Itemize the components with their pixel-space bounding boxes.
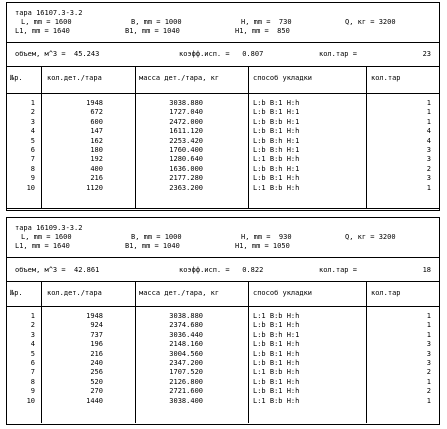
height-value: H, mm = 730 xyxy=(241,18,292,26)
cell-nr: 2 xyxy=(30,108,35,117)
utilization-coefficient: коэфф.исп. = 0.807 xyxy=(179,50,264,58)
divider xyxy=(7,93,439,94)
divider xyxy=(7,306,439,307)
cell-method: L:b B:h H:1 xyxy=(253,330,300,339)
cell-method: L:b B:1 H:h xyxy=(253,387,300,396)
cell-nr: 4 xyxy=(30,340,35,349)
cell-method: L:1 B:b H:h xyxy=(253,155,300,164)
cell-qty: 216 xyxy=(90,349,103,358)
cell-nr: 10 xyxy=(26,183,35,192)
cell-mass: 1760.400 xyxy=(169,146,203,154)
container-count-label: кол.тар = xyxy=(319,50,357,58)
cell-count: 2 xyxy=(426,368,431,377)
cell-method: L:b B:1 H:h xyxy=(253,321,300,330)
cell-nr: 7 xyxy=(30,368,35,377)
cell-mass: 3004.560 xyxy=(169,349,203,358)
cell-count: 3 xyxy=(426,174,431,183)
cell-mass: 2253.420 xyxy=(169,136,203,145)
cell-mass: 3036.440 xyxy=(169,330,203,339)
container-title: тара 16109.3-3.2 xyxy=(15,224,83,232)
divider xyxy=(7,281,439,282)
cell-count: 3 xyxy=(426,155,431,164)
cell-qty: 400 xyxy=(90,164,103,173)
cell-nr: 6 xyxy=(30,146,35,154)
cell-method: L:b B:h H:1 xyxy=(253,136,300,145)
outer-height-value: H1, mm = 850 xyxy=(235,27,290,35)
cell-method: L:b B:1 H:h xyxy=(253,377,300,386)
cell-qty: 1120 xyxy=(86,183,103,192)
cell-method: L:b B:1 H:1 xyxy=(253,108,300,117)
cell-count: 1 xyxy=(426,312,431,320)
cell-method: L:1 B:b H:h xyxy=(253,396,300,405)
cell-mass: 1727.040 xyxy=(169,108,203,117)
cell-nr: 10 xyxy=(26,396,35,405)
cell-mass: 1707.520 xyxy=(169,368,203,377)
column-divider xyxy=(41,281,42,423)
cell-mass: 1611.120 xyxy=(169,127,203,136)
header-nr: №р. xyxy=(10,74,23,82)
cell-count: 1 xyxy=(426,99,431,107)
cell-count: 1 xyxy=(426,117,431,126)
cell-method: L:b B:1 H:h xyxy=(253,359,300,367)
column-divider xyxy=(135,66,136,208)
cell-qty: 737 xyxy=(90,330,103,339)
cell-method: L:b B:1 H:h xyxy=(253,127,300,136)
cell-qty: 600 xyxy=(90,117,103,126)
cell-count: 4 xyxy=(426,136,431,145)
cell-method: L:b B:1 H:h xyxy=(253,340,300,349)
cell-qty: 162 xyxy=(90,136,103,145)
cell-mass: 2374.680 xyxy=(169,321,203,330)
header-count: кол.тар xyxy=(371,289,401,297)
length-value: L, mm = 1600 xyxy=(21,18,72,26)
utilization-coefficient: коэфф.исп. = 0.822 xyxy=(179,266,264,274)
header-mass: масса дет./тара, кг xyxy=(139,74,220,82)
cell-qty: 270 xyxy=(90,387,103,396)
cell-mass: 3038.880 xyxy=(169,312,203,320)
cell-mass: 3038.400 xyxy=(169,396,203,405)
column-divider xyxy=(248,66,249,208)
cell-method: L:b B:1 H:h xyxy=(253,349,300,358)
outer-height-value: H1, mm = 1050 xyxy=(235,242,290,250)
outer-width-value: B1, mm = 1040 xyxy=(125,27,180,35)
header-mass: масса дет./тара, кг xyxy=(139,289,220,297)
cell-count: 1 xyxy=(426,108,431,117)
cell-count: 4 xyxy=(426,127,431,136)
cell-qty: 147 xyxy=(90,127,103,136)
outer-length-value: L1, mm = 1640 xyxy=(15,27,70,35)
cell-qty: 1440 xyxy=(86,396,103,405)
cell-count: 1 xyxy=(426,321,431,330)
header-nr: №р. xyxy=(10,289,23,297)
container-table-2 xyxy=(6,217,440,425)
container-count-value: 23 xyxy=(422,50,431,58)
cell-count: 1 xyxy=(426,330,431,339)
header-method: способ укладки xyxy=(253,74,313,82)
width-value: B, mm = 1000 xyxy=(131,233,182,241)
cell-qty: 216 xyxy=(90,174,103,183)
container-table-1 xyxy=(6,2,440,211)
cell-nr: 3 xyxy=(30,330,35,339)
cell-qty: 520 xyxy=(90,377,103,386)
cell-nr: 3 xyxy=(30,117,35,126)
divider xyxy=(7,208,439,209)
header-count: кол.тар xyxy=(371,74,401,82)
cell-nr: 1 xyxy=(30,99,35,107)
cell-count: 1 xyxy=(426,183,431,192)
divider xyxy=(7,42,439,43)
volume-value: объем, м^3 = 42.861 xyxy=(15,266,100,274)
cell-qty: 192 xyxy=(90,155,103,164)
header-qty: кол.дет./тара xyxy=(47,74,102,82)
outer-length-value: L1, mm = 1640 xyxy=(15,242,70,250)
header-qty: кол.дет./тара xyxy=(47,289,102,297)
column-divider xyxy=(135,281,136,423)
cell-mass: 2363.200 xyxy=(169,183,203,192)
cell-mass: 2721.600 xyxy=(169,387,203,396)
cell-nr: 5 xyxy=(30,349,35,358)
cell-mass: 1280.640 xyxy=(169,155,203,164)
outer-width-value: B1, mm = 1040 xyxy=(125,242,180,250)
container-count-label: кол.тар = xyxy=(319,266,357,274)
cell-method: L:1 B:b H:h xyxy=(253,183,300,192)
cell-mass: 3038.880 xyxy=(169,99,203,107)
cell-nr: 9 xyxy=(30,174,35,183)
cell-count: 3 xyxy=(426,340,431,349)
cell-qty: 180 xyxy=(90,146,103,154)
cell-mass: 2126.800 xyxy=(169,377,203,386)
cell-method: L:b B:b H:1 xyxy=(253,117,300,126)
volume-value: объем, м^3 = 45.243 xyxy=(15,50,100,58)
cell-method: L:b B:1 H:h xyxy=(253,99,300,107)
cell-mass: 1636.000 xyxy=(169,164,203,173)
capacity-value: Q, кг = 3200 xyxy=(345,233,396,241)
cell-method: L:b B:h H:1 xyxy=(253,164,300,173)
cell-nr: 6 xyxy=(30,359,35,367)
capacity-value: Q, кг = 3200 xyxy=(345,18,396,26)
cell-qty: 1948 xyxy=(86,312,103,320)
cell-count: 2 xyxy=(426,387,431,396)
cell-method: L:b B:1 H:h xyxy=(253,174,300,183)
cell-count: 1 xyxy=(426,396,431,405)
column-divider xyxy=(41,66,42,208)
cell-count: 3 xyxy=(426,146,431,154)
cell-nr: 4 xyxy=(30,127,35,136)
cell-count: 2 xyxy=(426,164,431,173)
header-method: способ укладки xyxy=(253,289,313,297)
divider xyxy=(7,66,439,67)
cell-nr: 7 xyxy=(30,155,35,164)
cell-nr: 8 xyxy=(30,164,35,173)
cell-qty: 196 xyxy=(90,340,103,349)
cell-count: 3 xyxy=(426,349,431,358)
width-value: B, mm = 1000 xyxy=(131,18,182,26)
cell-method: L:b B:h H:1 xyxy=(253,146,300,154)
cell-method: L:1 B:b H:h xyxy=(253,368,300,377)
cell-nr: 5 xyxy=(30,136,35,145)
length-value: L, mm = 1600 xyxy=(21,233,72,241)
cell-count: 1 xyxy=(426,377,431,386)
cell-mass: 2177.280 xyxy=(169,174,203,183)
cell-count: 3 xyxy=(426,359,431,367)
cell-qty: 924 xyxy=(90,321,103,330)
divider xyxy=(7,257,439,258)
cell-qty: 672 xyxy=(90,108,103,117)
cell-nr: 1 xyxy=(30,312,35,320)
container-count-value: 18 xyxy=(422,266,431,274)
column-divider xyxy=(248,281,249,423)
cell-nr: 9 xyxy=(30,387,35,396)
cell-qty: 240 xyxy=(90,359,103,367)
cell-qty: 1948 xyxy=(86,99,103,107)
cell-nr: 2 xyxy=(30,321,35,330)
container-title: тара 16107.3-3.2 xyxy=(15,9,83,17)
cell-qty: 256 xyxy=(90,368,103,377)
cell-nr: 8 xyxy=(30,377,35,386)
cell-method: L:1 B:b H:h xyxy=(253,312,300,320)
cell-mass: 2347.200 xyxy=(169,359,203,367)
cell-mass: 2472.000 xyxy=(169,117,203,126)
height-value: H, mm = 930 xyxy=(241,233,292,241)
cell-mass: 2148.160 xyxy=(169,340,203,349)
